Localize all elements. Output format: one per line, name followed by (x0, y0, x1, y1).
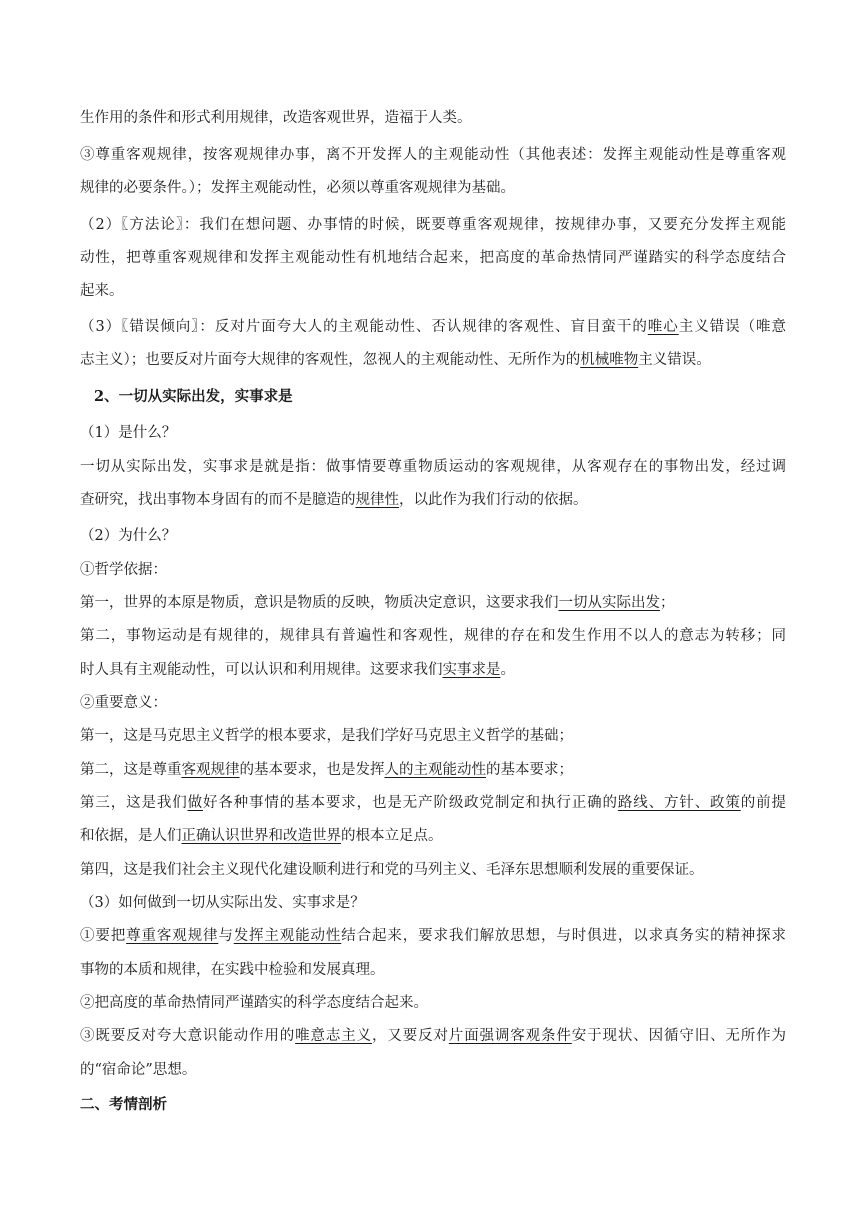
text-line: 第三，这是我们做好各种事情的基本要求，也是无产阶级政党制定和执行正确的路线、方针、政策的前提 (80, 795, 786, 811)
underlined-term: 客观规律 (181, 762, 240, 778)
underlined-term: 人的主观能动性 (384, 762, 486, 778)
underlined-term: 路线、方针、政策 (617, 795, 741, 811)
text-line: ①哲学依据： (80, 562, 167, 578)
underlined-term: 尊重客观规律 (126, 928, 219, 944)
text-line: 第四，这是我们社会主义现代化建设顺利进行和党的马列主义、毛泽东思想顺利发展的重要保证。 (80, 862, 704, 878)
underlined-term: 唯意志主义 (295, 1028, 372, 1044)
text-line: 查研究，找出事物本身固有的而不是臆造的规律性，以此作为我们行动的依据。 (80, 492, 588, 508)
underlined-term: 机械唯物 (580, 352, 639, 368)
text-line: （2）为什么？ (80, 528, 177, 544)
text-line: ①要把尊重客观规律与发挥主观能动性结合起来，要求我们解放思想，与时俱进，以求真务实的精神探求 (80, 928, 786, 944)
underlined-term: 做 (187, 795, 203, 811)
text-line: ③尊重客观规律，按客观规律办事，离不开发挥人的主观能动性（其他表述：发挥主观能动性是尊重客观 (80, 147, 786, 163)
text-line: （2）〖方法论〗：我们在想问题、办事情的时候，既要尊重客观规律，按规律办事，又要充分发挥主观能 (80, 217, 786, 233)
text-line: 第二，事物运动是有规律的，规律具有普遍性和客观性，规律的存在和发生作用不以人的意志为转移；同 (80, 628, 786, 644)
text-line: ②把高度的革命热情同严谨踏实的科学态度结合起来。 (80, 995, 428, 1011)
text-line: 一切从实际出发，实事求是就是指：做事情要尊重物质运动的客观规律，从客观存在的事物出发，经过调 (80, 459, 786, 475)
text-line: ②重要意义： (80, 695, 167, 711)
text-line: （3）〖错误倾向〗：反对片面夸大人的主观能动性、否认规律的客观性、盲目蛮干的唯心主义错误（唯意 (80, 319, 786, 335)
text-line: 生作用的条件和形式利用规律，改造客观世界，造福于人类。 (80, 110, 472, 126)
text-line: 事物的本质和规律，在实践中检验和发展真理。 (80, 962, 385, 978)
text-line: 起来。 (80, 283, 124, 299)
underlined-term: 片面强调客观条件 (448, 1028, 572, 1044)
section-heading: 2、一切从实际出发，实事求是 (94, 388, 293, 405)
text-line: 规律的必要条件。）；发挥主观能动性，必须以尊重客观规律为基础。 (80, 180, 515, 196)
underlined-term: 一切从实际出发 (558, 595, 660, 611)
text-line: ③既要反对夸大意识能动作用的唯意志主义，又要反对片面强调客观条件安于现状、因循守旧、无所作为 (80, 1028, 786, 1044)
text-line: （3）如何做到一切从实际出发、实事求是？ (80, 895, 365, 911)
underlined-term: 发挥主观能动性 (233, 928, 342, 944)
text-line: 志主义）；也要反对片面夸大规律的客观性，忽视人的主观能动性、无所作为的机械唯物主义错误。 (80, 352, 711, 368)
text-line: 和依据，是人们正确认识世界和改造世界的根本立足点。 (80, 828, 443, 844)
text-line: 时人具有主观能动性，可以认识和利用规律。这要求我们实事求是。 (80, 662, 515, 678)
text-line: 第二，这是尊重客观规律的基本要求，也是发挥人的主观能动性的基本要求； (80, 762, 573, 778)
underlined-term: 实事求是 (442, 662, 501, 678)
text-line: 的“宿命论”思想。 (80, 1062, 197, 1078)
text-line: 第一，世界的本原是物质，意识是物质的反映，物质决定意识，这要求我们一切从实际出发； (80, 595, 675, 611)
text-line: 动性，把尊重客观规律和发挥主观能动性有机地结合起来，把高度的革命热情同严谨踏实的科学态度结合 (80, 250, 786, 266)
underlined-term: 正确认识世界和改造世界 (181, 828, 341, 844)
section-heading: 二、考情剖析 (80, 1096, 167, 1113)
text-line: 第一，这是马克思主义哲学的根本要求，是我们学好马克思主义哲学的基础； (80, 728, 573, 744)
underlined-term: 规律性 (355, 492, 399, 508)
underlined-term: 唯心 (647, 319, 679, 335)
text-line: （1）是什么？ (80, 425, 177, 441)
